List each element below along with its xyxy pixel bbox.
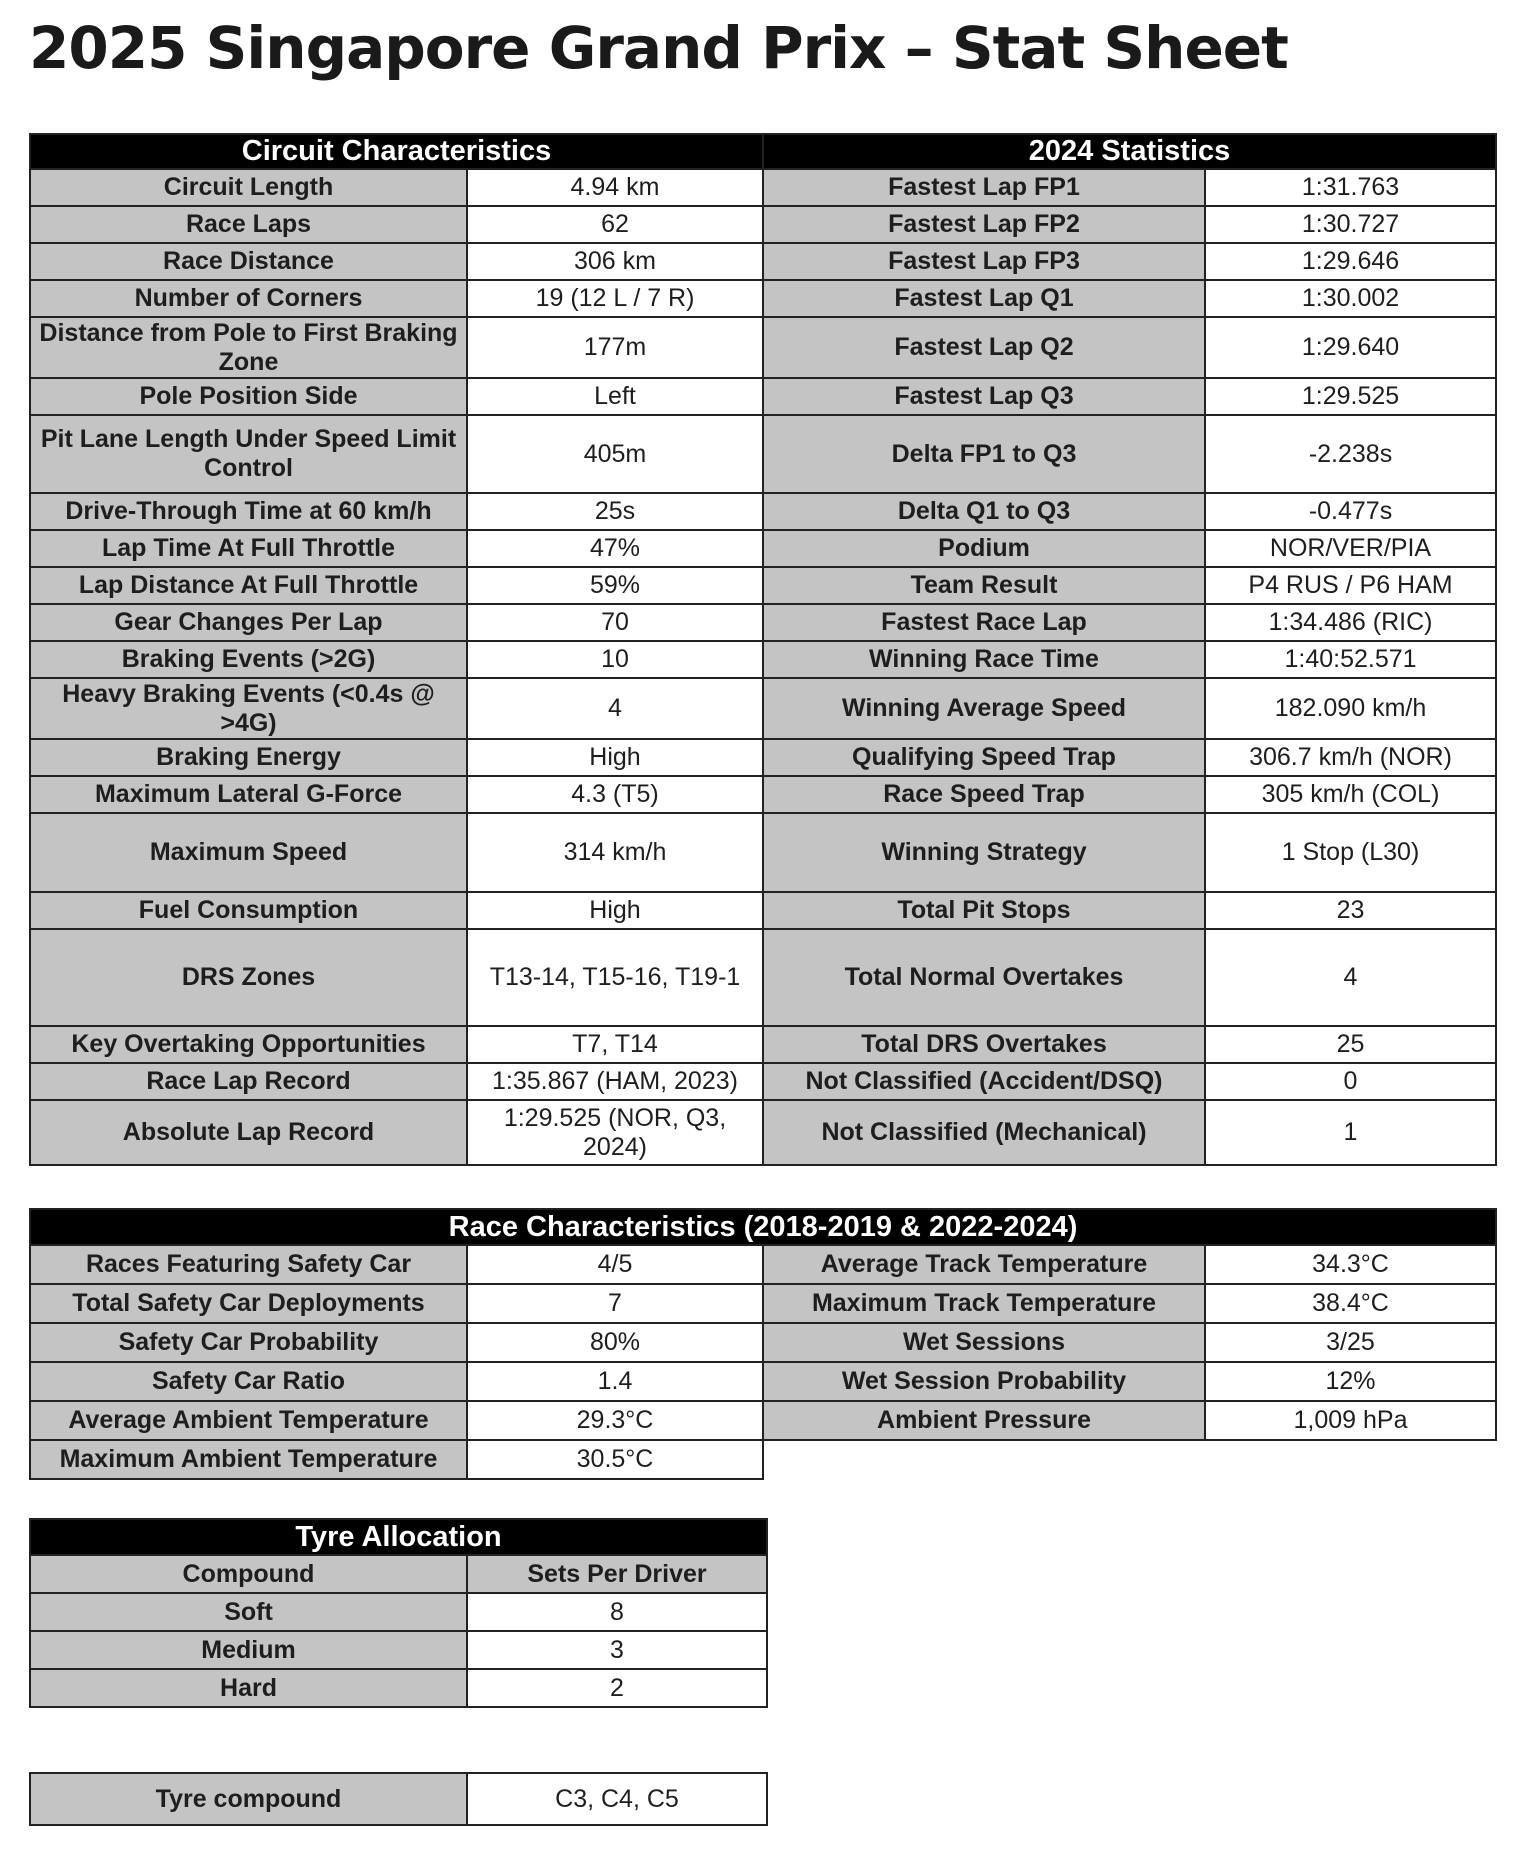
race-stat-value: 25	[1205, 1026, 1496, 1063]
table-row	[30, 892, 1496, 929]
circuit-stat-value: 1:35.867 (HAM, 2023)	[467, 1063, 763, 1100]
race-stat-value: 1:29.525	[1205, 378, 1496, 415]
race-stat-value: 305 km/h (COL)	[1205, 776, 1496, 813]
circuit-stat-label: Race Lap Record	[30, 1063, 467, 1100]
race-stat-label: Total Pit Stops	[763, 892, 1205, 929]
circuit-stat-label: Distance from Pole to First Braking Zone	[30, 317, 467, 378]
tyre-sets-value: 3	[467, 1631, 767, 1669]
tyre-compound-table	[29, 1772, 768, 1826]
race-char-value: 4/5	[467, 1245, 763, 1284]
circuit-stat-label: Circuit Length	[30, 169, 467, 206]
race-stat-value: 1	[1205, 1100, 1496, 1165]
race-stat-label: Fastest Lap FP2	[763, 206, 1205, 243]
circuit-stat-value: 19 (12 L / 7 R)	[467, 280, 763, 317]
race-stat-label: Qualifying Speed Trap	[763, 739, 1205, 776]
race-char-label: Wet Session Probability	[763, 1362, 1205, 1401]
race-stat-label: Total Normal Overtakes	[763, 929, 1205, 1026]
race-stat-label: Race Speed Trap	[763, 776, 1205, 813]
tyre-compound-name: Medium	[30, 1631, 467, 1669]
race-char-value: 7	[467, 1284, 763, 1323]
table-row	[30, 1669, 767, 1707]
race-stat-label: Not Classified (Mechanical)	[763, 1100, 1205, 1165]
race-char-label: Maximum Ambient Temperature	[30, 1440, 467, 1479]
circuit-stat-value: 4.3 (T5)	[467, 776, 763, 813]
table-row	[30, 1026, 1496, 1063]
circuit-stat-value: T7, T14	[467, 1026, 763, 1063]
table-row	[30, 243, 1496, 280]
race-char-label: Races Featuring Safety Car	[30, 1245, 467, 1284]
race-stat-label: Delta FP1 to Q3	[763, 415, 1205, 493]
circuit-stat-label: Key Overtaking Opportunities	[30, 1026, 467, 1063]
race-stat-value: 1:29.640	[1205, 317, 1496, 378]
race-stat-label: Delta Q1 to Q3	[763, 493, 1205, 530]
circuit-stat-label: Fuel Consumption	[30, 892, 467, 929]
race-stat-label: Winning Strategy	[763, 813, 1205, 892]
race-stat-value: 182.090 km/h	[1205, 678, 1496, 739]
tyre-compound-name: Soft	[30, 1593, 467, 1631]
tyre-sets-value: 2	[467, 1669, 767, 1707]
race-stat-label: Winning Average Speed	[763, 678, 1205, 739]
circuit-stat-label: Absolute Lap Record	[30, 1100, 467, 1165]
table-row	[30, 1245, 1496, 1284]
circuit-stat-label: Gear Changes Per Lap	[30, 604, 467, 641]
table-row	[30, 280, 1496, 317]
table-row	[30, 776, 1496, 813]
table-row	[30, 317, 1496, 378]
race-char-label: Maximum Track Temperature	[763, 1284, 1205, 1323]
circuit-stat-value: 306 km	[467, 243, 763, 280]
circuit-stat-label: Pole Position Side	[30, 378, 467, 415]
race-stat-label: Total DRS Overtakes	[763, 1026, 1205, 1063]
table-row	[30, 604, 1496, 641]
table-row	[30, 739, 1496, 776]
circuit-stat-label: Lap Time At Full Throttle	[30, 530, 467, 567]
circuit-stat-label: Lap Distance At Full Throttle	[30, 567, 467, 604]
table-row	[30, 1362, 1496, 1401]
circuit-stat-value: High	[467, 892, 763, 929]
table-row	[30, 1631, 767, 1669]
race-char-value: 12%	[1205, 1362, 1496, 1401]
circuit-stat-value: 62	[467, 206, 763, 243]
race-stat-label: Not Classified (Accident/DSQ)	[763, 1063, 1205, 1100]
table-row	[30, 1284, 1496, 1323]
race-char-label: Safety Car Probability	[30, 1323, 467, 1362]
race-stat-label: Fastest Lap Q1	[763, 280, 1205, 317]
race-stat-value: -0.477s	[1205, 493, 1496, 530]
table-row	[30, 678, 1496, 739]
race-stat-value: 1:29.646	[1205, 243, 1496, 280]
race-stat-value: 0	[1205, 1063, 1496, 1100]
table-row	[30, 641, 1496, 678]
race-char-value: 38.4°C	[1205, 1284, 1496, 1323]
race-stat-value: NOR/VER/PIA	[1205, 530, 1496, 567]
circuit-stat-value: High	[467, 739, 763, 776]
circuit-stat-label: Pit Lane Length Under Speed Limit Control	[30, 415, 467, 493]
circuit-stat-label: Braking Energy	[30, 739, 467, 776]
race-char-value: 29.3°C	[467, 1401, 763, 1440]
race-stat-value: -2.238s	[1205, 415, 1496, 493]
circuit-stat-value: 314 km/h	[467, 813, 763, 892]
race-stat-label: Winning Race Time	[763, 641, 1205, 678]
table-row	[30, 1323, 1496, 1362]
circuit-stat-label: Braking Events (>2G)	[30, 641, 467, 678]
race-stat-label: Fastest Lap FP3	[763, 243, 1205, 280]
race-char-value: 34.3°C	[1205, 1245, 1496, 1284]
race-stat-label: Fastest Lap Q2	[763, 317, 1205, 378]
circuit-stat-label: Maximum Lateral G-Force	[30, 776, 467, 813]
table-row	[30, 206, 1496, 243]
circuit-stat-value: 405m	[467, 415, 763, 493]
race-characteristics-table	[29, 1208, 1497, 1480]
circuit-stat-value: Left	[467, 378, 763, 415]
race-stat-value: 1:34.486 (RIC)	[1205, 604, 1496, 641]
race-stat-value: 23	[1205, 892, 1496, 929]
race-char-value: 1.4	[467, 1362, 763, 1401]
circuit-stat-value: 1:29.525 (NOR, Q3, 2024)	[467, 1100, 763, 1165]
table-row	[30, 378, 1496, 415]
circuit-stat-value: 4	[467, 678, 763, 739]
race-char-value: 3/25	[1205, 1323, 1496, 1362]
compound-column-header: Compound	[30, 1555, 467, 1593]
race-stat-value: 1:40:52.571	[1205, 641, 1496, 678]
table-row	[30, 415, 1496, 493]
tyre-compound-label: Tyre compound	[30, 1773, 467, 1825]
race-stat-value: P4 RUS / P6 HAM	[1205, 567, 1496, 604]
table-row	[30, 1100, 1496, 1165]
race-stat-value: 1:30.002	[1205, 280, 1496, 317]
circuit-stat-value: 47%	[467, 530, 763, 567]
race-stat-value: 1 Stop (L30)	[1205, 813, 1496, 892]
circuit-stat-value: 10	[467, 641, 763, 678]
empty-cell	[763, 1440, 1496, 1479]
circuit-stat-label: DRS Zones	[30, 929, 467, 1026]
table-row	[30, 1440, 1496, 1479]
race-stat-label: Fastest Race Lap	[763, 604, 1205, 641]
table-row	[30, 1593, 767, 1631]
table-row	[30, 530, 1496, 567]
race-stat-label: Team Result	[763, 567, 1205, 604]
table-row	[30, 1401, 1496, 1440]
circuit-stat-value: T13-14, T15-16, T19-1	[467, 929, 763, 1026]
circuit-stats-table	[29, 133, 1497, 1166]
page-title: 2025 Singapore Grand Prix – Stat Sheet	[29, 14, 1288, 82]
race-stat-label: Podium	[763, 530, 1205, 567]
table-row	[30, 169, 1496, 206]
race-char-value: 80%	[467, 1323, 763, 1362]
circuit-stat-label: Race Distance	[30, 243, 467, 280]
circuit-stat-value: 70	[467, 604, 763, 641]
tyre-allocation-table	[29, 1518, 768, 1708]
race-char-label: Wet Sessions	[763, 1323, 1205, 1362]
race-characteristics-header: Race Characteristics (2018-2019 & 2022-2024)	[30, 1209, 1496, 1245]
race-stat-label: Fastest Lap Q3	[763, 378, 1205, 415]
race-char-label: Average Ambient Temperature	[30, 1401, 467, 1440]
circuit-stat-label: Drive-Through Time at 60 km/h	[30, 493, 467, 530]
race-char-value: 30.5°C	[467, 1440, 763, 1479]
sets-per-driver-column-header: Sets Per Driver	[467, 1555, 767, 1593]
table-row	[30, 493, 1496, 530]
race-stat-value: 306.7 km/h (NOR)	[1205, 739, 1496, 776]
statistics-2024-header: 2024 Statistics	[763, 134, 1496, 169]
table-row	[30, 567, 1496, 604]
race-stat-value: 4	[1205, 929, 1496, 1026]
circuit-stat-value: 4.94 km	[467, 169, 763, 206]
race-stat-label: Fastest Lap FP1	[763, 169, 1205, 206]
race-stat-value: 1:30.727	[1205, 206, 1496, 243]
circuit-characteristics-header: Circuit Characteristics	[30, 134, 763, 169]
race-char-label: Average Track Temperature	[763, 1245, 1205, 1284]
circuit-stat-value: 177m	[467, 317, 763, 378]
circuit-stat-label: Race Laps	[30, 206, 467, 243]
circuit-stat-label: Maximum Speed	[30, 813, 467, 892]
tyre-compound-value: C3, C4, C5	[467, 1773, 767, 1825]
tyre-sets-value: 8	[467, 1593, 767, 1631]
circuit-stat-value: 59%	[467, 567, 763, 604]
race-char-label: Safety Car Ratio	[30, 1362, 467, 1401]
race-stat-value: 1:31.763	[1205, 169, 1496, 206]
tyre-compound-name: Hard	[30, 1669, 467, 1707]
table-row	[30, 813, 1496, 892]
race-char-label: Total Safety Car Deployments	[30, 1284, 467, 1323]
table-row	[30, 1063, 1496, 1100]
table-row	[30, 929, 1496, 1026]
race-char-label: Ambient Pressure	[763, 1401, 1205, 1440]
tyre-allocation-header: Tyre Allocation	[30, 1519, 767, 1555]
circuit-stat-label: Number of Corners	[30, 280, 467, 317]
race-char-value: 1,009 hPa	[1205, 1401, 1496, 1440]
circuit-stat-value: 25s	[467, 493, 763, 530]
circuit-stat-label: Heavy Braking Events (<0.4s @ >4G)	[30, 678, 467, 739]
